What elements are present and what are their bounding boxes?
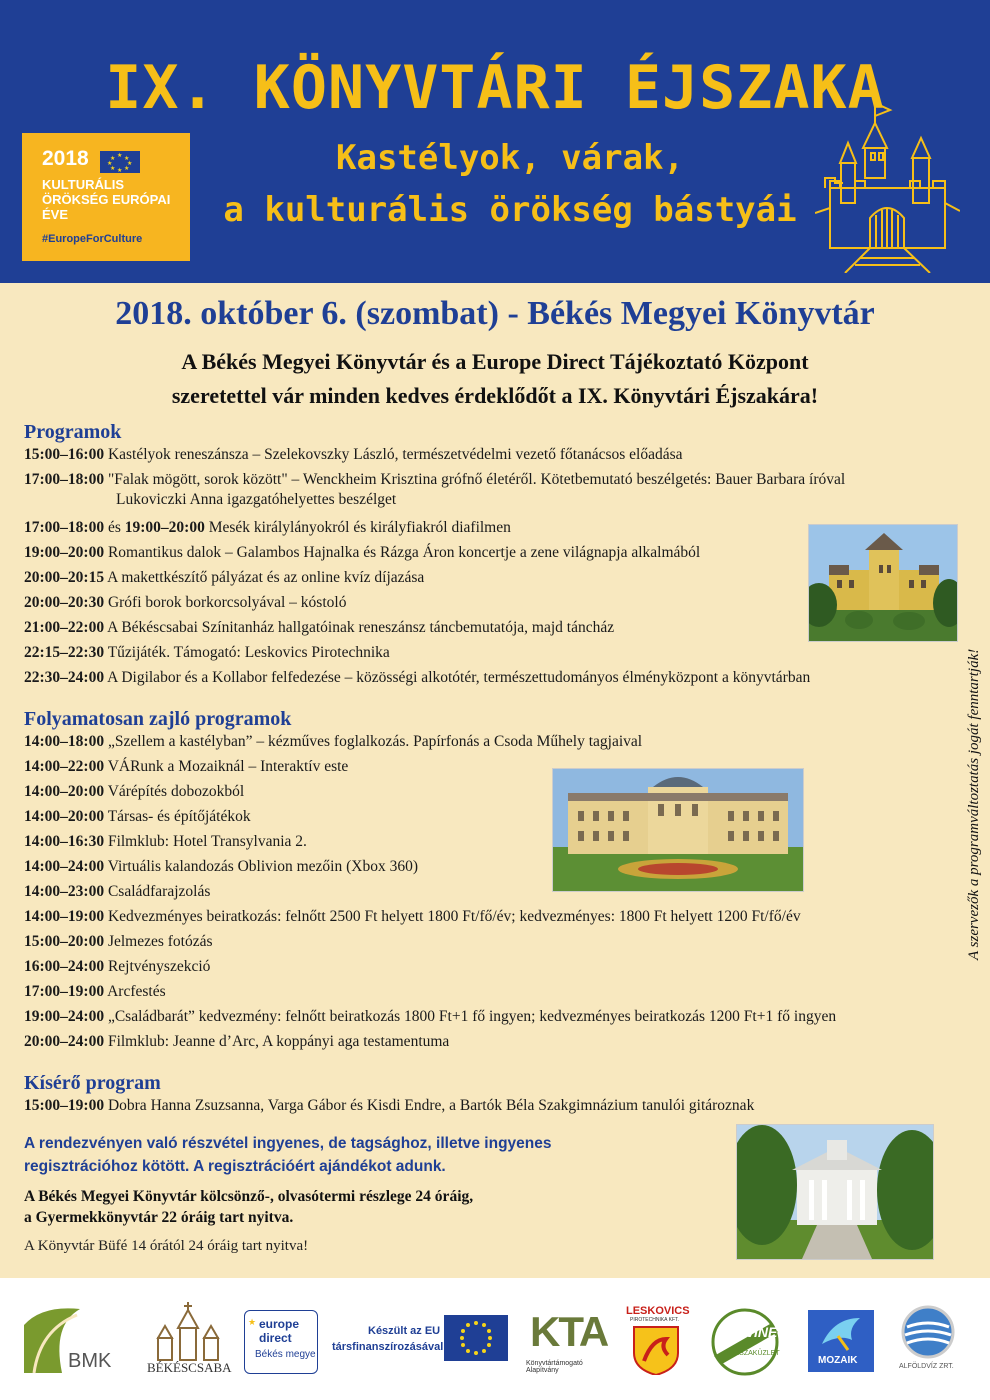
badge-year: 2018 — [42, 147, 89, 170]
continuous-row: 16:00–24:00 Rejtvényszekció — [24, 958, 211, 975]
castle-photo-3 — [736, 1124, 934, 1260]
eu-cofinancing-line-1: Készült az EU — [368, 1325, 441, 1337]
leskovics-sub: PIROTECHNIKA KFT. — [630, 1317, 679, 1323]
program-row: 20:00–20:15 A makettkészítő pályázat és az online kvíz díjazása — [24, 569, 425, 586]
intro-line-1: A Békés Megyei Könyvtár és a Europe Direct Tájékoztató Központ — [181, 349, 809, 374]
date-location-heading: 2018. október 6. (szombat) - Békés Megyei Könyvtár — [115, 295, 875, 332]
header-banner — [0, 0, 990, 283]
kta-label: KTA — [530, 1308, 608, 1355]
dragon-shield-icon — [632, 1325, 680, 1375]
organizers-disclaimer: A szervezők a programváltoztatás jogát fenntartják! — [966, 648, 982, 960]
eu-cofinancing-line-2: társfinanszírozásával — [332, 1341, 444, 1353]
continuous-programs-heading: Folyamatosan zajló programok — [24, 708, 292, 730]
continuous-row: 14:00–19:00 Kedvezményes beiratkozás: felnőtt 2500 Ft helyett 1800 Ft/fő/év; kedvezményes: 1800 Ft helyett 1200 Ft/fő/év — [24, 908, 801, 925]
erwine-sub: BORSZAKÜZLET — [724, 1350, 780, 1357]
bekescsaba-logo — [143, 1298, 233, 1378]
erwine-logo — [700, 1308, 790, 1376]
badge-hashtag: #EuropeForCulture — [42, 233, 143, 245]
bekescsaba-label: BÉKÉSCSABA — [147, 1360, 232, 1375]
europe-direct-line-2: direct — [259, 1331, 292, 1345]
continuous-row: 14:00–18:00 „Szellem a kastélyban” – kézműves foglalkozás. Papírfonás a Csoda Műhely tagjaival — [24, 733, 643, 750]
bmk-label: BMK — [68, 1350, 112, 1372]
programs-heading: Programok — [24, 421, 122, 443]
continuous-row: 14:00–20:00 Társas- és építőjátékok — [24, 808, 251, 825]
alfoldviz-label: ALFÖLDVÍZ ZRT. — [899, 1363, 954, 1370]
intro-line-2: szeretettel vár minden kedves érdeklődőt a IX. Könyvtári Éjszakára! — [171, 383, 819, 408]
church-icon — [143, 1298, 233, 1362]
continuous-row: 14:00–16:30 Filmklub: Hotel Transylvania 2. — [24, 833, 307, 850]
continuous-row: 17:00–19:00 Arcfestés — [24, 983, 166, 1000]
europe-direct-line-1: europe — [259, 1317, 300, 1331]
program-row: 15:00–16:00 Kastélyok reneszánsza – Szelekovszky László, természetvédelmi vezető főtanácsos előadása — [24, 446, 683, 463]
registration-note-2: regisztrációhoz kötött. A regisztrációért ajándékot adunk. — [24, 1158, 446, 1175]
continuous-row: 20:00–24:00 Filmklub: Jeanne d’Arc, A koppányi aga testamentuma — [24, 1033, 450, 1050]
continuous-row: 14:00–23:00 Családfarajzolás — [24, 883, 211, 900]
continuous-row: 19:00–24:00 „Családbarát” kedvezmény: felnőtt beiratkozás 1800 Ft+1 fő ingyen; kedvezményes beiratkozás 1200 Ft+1 fő ingyen — [24, 1008, 837, 1025]
subtitle-line-2: a kulturális örökség bástyái — [223, 190, 797, 230]
continuous-row: 14:00–22:00 VÁRunk a Mozaiknál – Interaktív este — [24, 758, 349, 775]
bmk-logo — [22, 1305, 122, 1375]
buffet-note: A Könyvtár Büfé 14 órától 24 óráig tart nyitva! — [24, 1238, 309, 1254]
accompanying-heading: Kísérő program — [24, 1072, 161, 1094]
program-row: 17:00–18:00 és 19:00–20:00 Mesék királylányokról és királyfiakról diafilmen — [24, 519, 511, 536]
kta-logo — [526, 1308, 616, 1374]
star-icon: ★ — [248, 1317, 257, 1327]
eu-cofinancing-logo — [332, 1315, 512, 1365]
europe-direct-line-3: Békés megye — [255, 1349, 316, 1360]
mozaik-label: MOZAIK — [818, 1355, 858, 1366]
program-row: 20:00–20:30 Grófi borok borkorcsolyával – kóstoló — [24, 594, 347, 611]
leskovics-label: LESKOVICS — [626, 1305, 690, 1317]
castle-photo-2 — [552, 768, 804, 892]
heritage-year-badge — [22, 133, 190, 261]
wine-bottle-icon — [700, 1308, 790, 1376]
program-row: 19:00–20:00 Romantikus dalok – Galambos Hajnalka és Rázga Áron koncertje a zene világnapja alkalmából — [24, 544, 701, 561]
alfoldviz-logo — [893, 1305, 963, 1377]
bird-icon — [818, 1314, 864, 1352]
program-row: 17:00–18:00 "Falak mögött, sorok között" – Wenckheim Krisztina grófnő életéről. Kötetbemutató beszélgetés: Bauer Barbara íróval Lukoviczki Anna igazgatóhelyettes beszélget — [24, 471, 846, 508]
erwine-label: ErWINE — [726, 1324, 778, 1340]
badge-line-2: ÖRÖKSÉG EURÓPAI — [42, 192, 171, 207]
castle-photo-1 — [808, 524, 958, 642]
continuous-row: 15:00–20:00 Jelmezes fotózás — [24, 933, 213, 950]
program-row: 22:30–24:00 A Digilabor és a Kollabor felfedezése – közösségi alkotótér, természettudományos élményközpont a könyvtárban — [24, 669, 811, 686]
badge-line-1: KULTURÁLIS — [42, 177, 125, 192]
subtitle-line-1: Kastélyok, várak, — [336, 138, 684, 178]
mozaik-logo — [808, 1310, 874, 1372]
program-row: 22:15–22:30 Tűzijáték. Támogató: Leskovics Pirotechnika — [24, 644, 390, 661]
eu-flag-icon — [444, 1315, 508, 1361]
opening-hours-note-2: a Gyermekkönyvtár 22 óráig tart nyitva. — [24, 1209, 294, 1226]
registration-note-1: A rendezvényen való részvétel ingyenes, de tagsághoz, illetve ingyenes — [24, 1135, 552, 1152]
europe-direct-logo — [244, 1310, 318, 1374]
kta-caption: Könyvtártámogató Alapítvány — [526, 1360, 583, 1374]
eu-flag-icon: ★ ★ ★ ★ ★ ★ ★ ★ — [100, 151, 140, 173]
castle-icon — [815, 103, 960, 273]
continuous-row: 14:00–20:00 Várépítés dobozokból — [24, 783, 245, 800]
continuous-row: 14:00–24:00 Virtuális kalandozás Oblivion mezőin (Xbox 360) — [24, 858, 418, 875]
leskovics-logo — [624, 1305, 690, 1377]
program-row: 21:00–22:00 A Békéscsabai Színitanház hallgatóinak reneszánsz táncbemutatója, majd táncház — [24, 619, 615, 636]
event-title: IX. KÖNYVTÁRI ÉJSZAKA — [105, 53, 885, 123]
water-sphere-icon — [901, 1305, 955, 1359]
badge-line-3: ÉVE — [42, 207, 69, 222]
opening-hours-note-1: A Békés Megyei Könyvtár kölcsönző-, olvasótermi részlege 24 óráig, — [24, 1188, 474, 1205]
accompanying-row: 15:00–19:00 Dobra Hanna Zsuzsanna, Varga Gábor és Kisdi Endre, a Bartók Béla Szakgimnázium tanulói gitároznak — [24, 1097, 755, 1114]
